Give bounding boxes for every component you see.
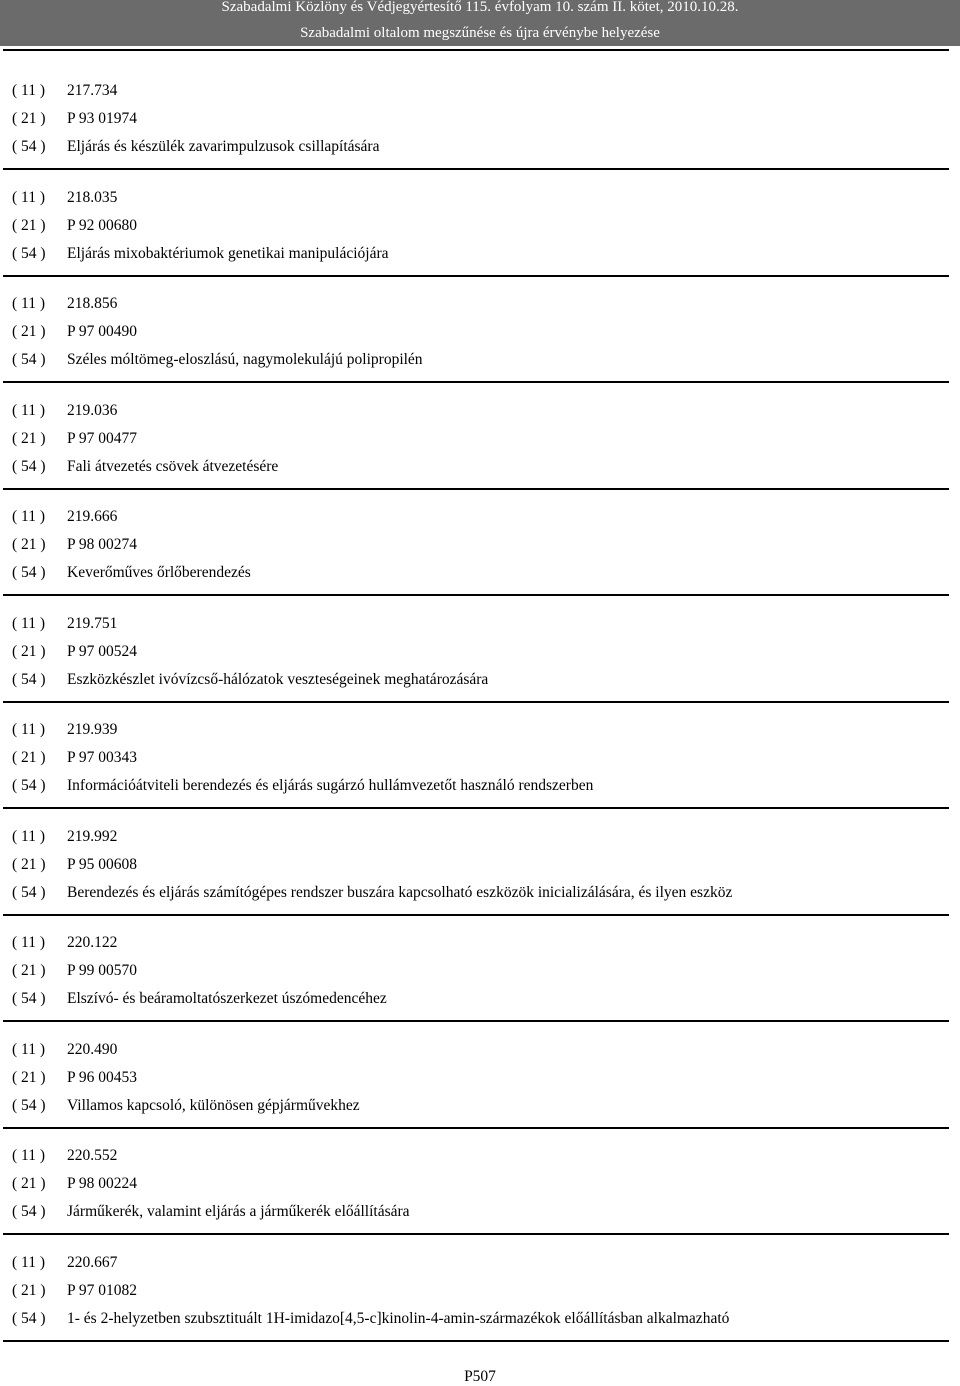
journal-title: Szabadalmi Közlöny és Védjegyértesítő 115. évfolyam 10. szám II. kötet, 2010.10.28. <box>221 0 739 15</box>
patent-number: 219.036 <box>67 401 118 419</box>
patent-entry <box>0 703 960 810</box>
patent-entry <box>0 810 960 917</box>
inid-code: ( 21 ) <box>12 216 46 234</box>
patent-entry <box>0 1236 960 1343</box>
divider <box>3 1340 949 1342</box>
invention-title: Villamos kapcsoló, különösen gépjárművekhez <box>67 1096 360 1114</box>
application-number: P 97 00524 <box>67 642 138 660</box>
document-header <box>0 0 960 46</box>
inid-code: ( 21 ) <box>12 962 46 979</box>
patent-number: 220.490 <box>67 1040 118 1058</box>
inid-code: ( 54 ) <box>12 670 46 688</box>
application-number: P 96 00453 <box>67 1068 138 1086</box>
patent-entry <box>0 277 960 384</box>
inid-code: ( 21 ) <box>12 536 46 553</box>
application-number: P 97 00477 <box>67 429 138 447</box>
patent-entry <box>0 490 960 597</box>
patent-entry <box>0 916 960 1023</box>
application-number: P 98 00224 <box>67 1175 138 1192</box>
application-number: P 97 00343 <box>67 749 138 766</box>
patent-entry <box>0 171 960 278</box>
inid-code: ( 54 ) <box>12 138 46 155</box>
inid-code: ( 11 ) <box>12 295 45 312</box>
application-number: P 95 00608 <box>67 855 138 873</box>
inid-code: ( 21 ) <box>12 110 46 127</box>
patent-number: 217.734 <box>67 82 118 99</box>
inid-code: ( 21 ) <box>12 1175 46 1192</box>
invention-title: Elszívó- és beáramoltatószerkezet úszómedencéhez <box>67 990 387 1007</box>
invention-title: Fali átvezetés csövek átvezetésére <box>67 457 279 475</box>
patent-number: 220.667 <box>67 1253 118 1271</box>
inid-code: ( 11 ) <box>12 827 45 845</box>
inid-code: ( 11 ) <box>12 614 45 632</box>
inid-code: ( 11 ) <box>12 1147 45 1164</box>
patent-number: 218.856 <box>67 295 118 312</box>
inid-code: ( 11 ) <box>12 1253 45 1271</box>
inid-code: ( 11 ) <box>12 401 45 419</box>
inid-code: ( 54 ) <box>12 883 46 901</box>
invention-title: Információátviteli berendezés és eljárás sugárzó hullámvezetőt használó rendszerben <box>67 777 594 794</box>
inid-code: ( 54 ) <box>12 244 46 262</box>
application-number: P 93 01974 <box>67 110 138 127</box>
inid-code: ( 54 ) <box>12 777 46 794</box>
patent-entry <box>0 1129 960 1236</box>
patent-number: 220.122 <box>67 934 118 951</box>
inid-code: ( 54 ) <box>12 1203 46 1220</box>
inid-code: ( 54 ) <box>12 351 46 368</box>
inid-code: ( 11 ) <box>12 188 45 206</box>
invention-title: Keverőműves őrlőberendezés <box>67 564 251 581</box>
inid-code: ( 54 ) <box>12 457 46 475</box>
invention-title: Berendezés és eljárás számítógépes rendszer buszára kapcsolható eszközök inicializálására, és ilyen eszköz <box>67 883 733 901</box>
application-number: P 99 00570 <box>67 962 138 979</box>
invention-title: Széles móltömeg-eloszlású, nagymolekulájú polipropilén <box>67 351 423 368</box>
patent-entry <box>0 384 960 491</box>
inid-code: ( 54 ) <box>12 1309 46 1327</box>
invention-title: Járműkerék, valamint eljárás a járműkerék előállítására <box>67 1203 410 1220</box>
patent-number: 220.552 <box>67 1147 118 1164</box>
application-number: P 97 00490 <box>67 323 138 340</box>
patent-number: 219.939 <box>67 721 118 738</box>
inid-code: ( 21 ) <box>12 1068 46 1086</box>
patent-entry <box>0 64 960 171</box>
invention-title: Eljárás mixobaktériumok genetikai manipulációjára <box>67 244 389 262</box>
patent-number: 218.035 <box>67 188 118 206</box>
patent-number: 219.666 <box>67 508 118 525</box>
patent-number: 219.992 <box>67 827 118 845</box>
inid-code: ( 11 ) <box>12 934 45 951</box>
invention-title: Eljárás és készülék zavarimpulzusok csillapítására <box>67 138 380 155</box>
inid-code: ( 21 ) <box>12 1281 46 1299</box>
inid-code: ( 11 ) <box>12 508 45 525</box>
inid-code: ( 11 ) <box>12 82 45 99</box>
invention-title: 1- és 2-helyzetben szubsztituált 1H-imidazo[4,5-c]kinolin-4-amin-származékok előállításban alkalmazható <box>67 1309 730 1327</box>
divider <box>3 49 949 51</box>
inid-code: ( 11 ) <box>12 1040 45 1058</box>
inid-code: ( 21 ) <box>12 642 46 660</box>
page-number: P507 <box>464 1368 496 1385</box>
patent-number: 219.751 <box>67 614 118 632</box>
invention-title: Eszközkészlet ivóvízcső-hálózatok veszteségeinek meghatározására <box>67 670 489 688</box>
inid-code: ( 21 ) <box>12 429 46 447</box>
patent-entry <box>0 597 960 704</box>
inid-code: ( 54 ) <box>12 564 46 581</box>
inid-code: ( 21 ) <box>12 749 46 766</box>
inid-code: ( 21 ) <box>12 323 46 340</box>
patent-entry <box>0 1023 960 1130</box>
patent-list <box>0 64 960 1342</box>
section-title: Szabadalmi oltalom megszűnése és újra érvénybe helyezése <box>300 25 660 41</box>
inid-code: ( 54 ) <box>12 1096 46 1114</box>
inid-code: ( 11 ) <box>12 721 45 738</box>
application-number: P 92 00680 <box>67 216 138 234</box>
application-number: P 97 01082 <box>67 1281 138 1299</box>
application-number: P 98 00274 <box>67 536 138 553</box>
inid-code: ( 21 ) <box>12 855 46 873</box>
inid-code: ( 54 ) <box>12 990 46 1007</box>
